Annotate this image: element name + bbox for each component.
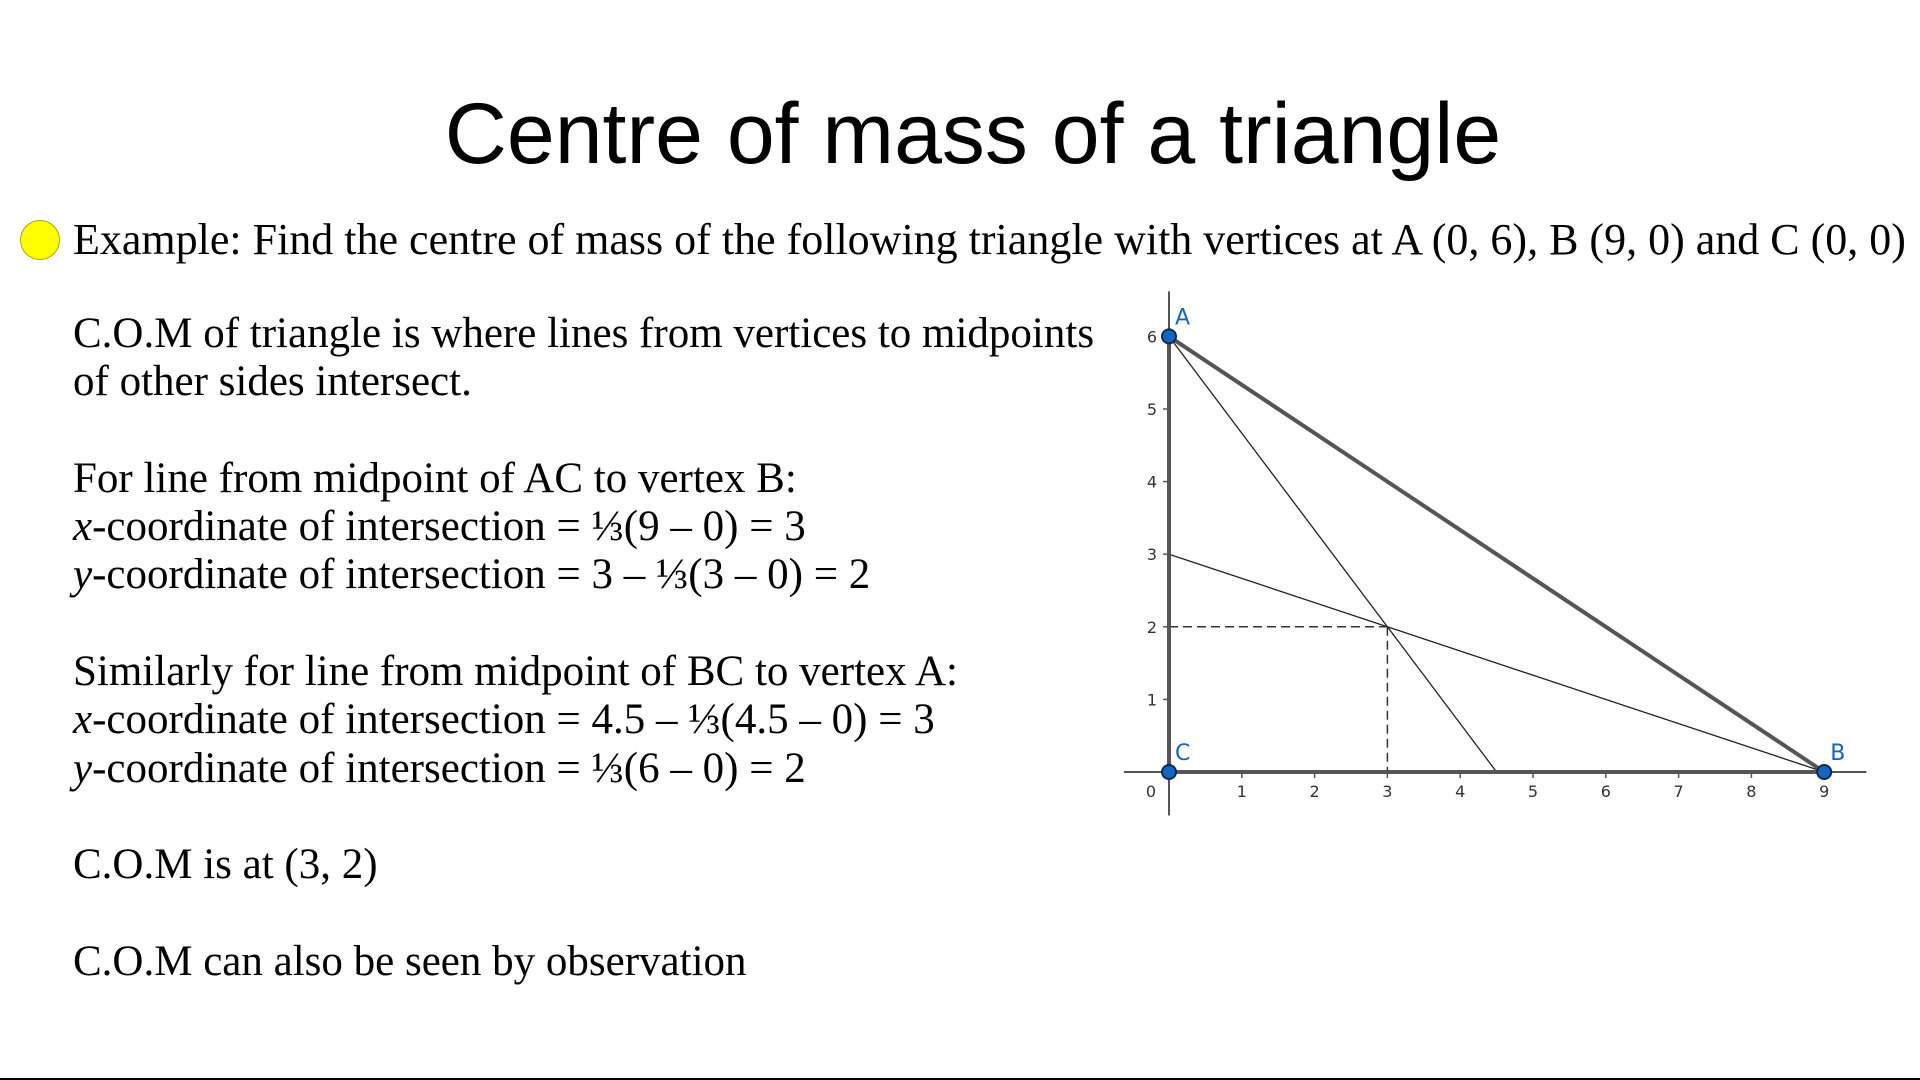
ac-x-expression: -coordinate of intersection = ⅓(9 – 0) = 3 — [92, 503, 806, 551]
side-ab — [1169, 336, 1824, 772]
bc-x-variable: x — [73, 696, 93, 744]
x-tick-label: 3 — [1382, 782, 1393, 801]
y-tick-label: 5 — [1146, 400, 1157, 419]
y-tick-label: 2 — [1146, 617, 1157, 637]
y-tick-label: 6 — [1146, 327, 1157, 347]
y-tick-label: 1 — [1146, 690, 1157, 710]
x-tick-label: 5 — [1527, 782, 1539, 801]
solution-text — [73, 310, 1123, 986]
triangle-diagram — [1110, 280, 1870, 820]
x-tick-label: 0 — [1145, 782, 1157, 801]
ac-y-expression: -coordinate of intersection = 3 – ⅓(3 – 0) = 2 — [92, 551, 871, 599]
ac-x-line — [73, 503, 1123, 551]
median-line-2 — [1169, 336, 1497, 772]
x-tick-label: 8 — [1746, 782, 1757, 801]
ac-heading: For line from midpoint of AC to vertex B: — [73, 454, 797, 502]
median-line-1 — [1169, 554, 1824, 772]
y-tick-label: 3 — [1146, 545, 1157, 565]
x-tick-label: 7 — [1673, 782, 1684, 801]
vertex-point-a — [1162, 329, 1176, 343]
x-tick-label: 2 — [1309, 782, 1320, 801]
vertex-point-c — [1162, 765, 1176, 779]
result-line: C.O.M is at (3, 2) — [73, 841, 378, 889]
ac-y-line — [73, 551, 1123, 599]
bc-y-variable: y — [73, 744, 93, 792]
x-tick-label: 6 — [1600, 782, 1611, 801]
ac-x-variable: x — [73, 503, 93, 551]
vertex-label-c: C — [1175, 741, 1191, 766]
bc-y-expression: -coordinate of intersection = ⅓(6 – 0) = 2 — [92, 744, 806, 792]
vertex-point-b — [1817, 765, 1831, 779]
x-tick-label: 4 — [1455, 782, 1466, 801]
slide-title: Centre of mass of a triangle — [444, 86, 1502, 182]
y-tick-label: 4 — [1146, 472, 1157, 492]
intro-line-2: of other sides intersect. — [73, 358, 472, 406]
bc-x-expression: -coordinate of intersection = 4.5 – ⅓(4.5 – 0) = 3 — [92, 696, 935, 744]
vertex-label-a: A — [1175, 305, 1191, 331]
vertex-label-b: B — [1830, 741, 1846, 766]
x-tick-label: 9 — [1819, 782, 1830, 801]
bc-heading: Similarly for line from midpoint of BC to vertex A: — [73, 648, 958, 696]
intro-line-1: C.O.M of triangle is where lines from vertices to midpoints — [73, 310, 1095, 357]
ac-y-variable: y — [73, 551, 93, 599]
bullet-dot — [20, 220, 60, 260]
bc-x-line — [73, 696, 1123, 744]
bc-y-line — [73, 745, 1123, 793]
observation-line: C.O.M can also be seen by observation — [73, 937, 747, 985]
x-tick-label: 1 — [1236, 782, 1247, 801]
example-text: Example: Find the centre of mass of the following triangle with vertices at A (0, 6), B (9, 0) and C (0, 0) — [73, 215, 1906, 264]
